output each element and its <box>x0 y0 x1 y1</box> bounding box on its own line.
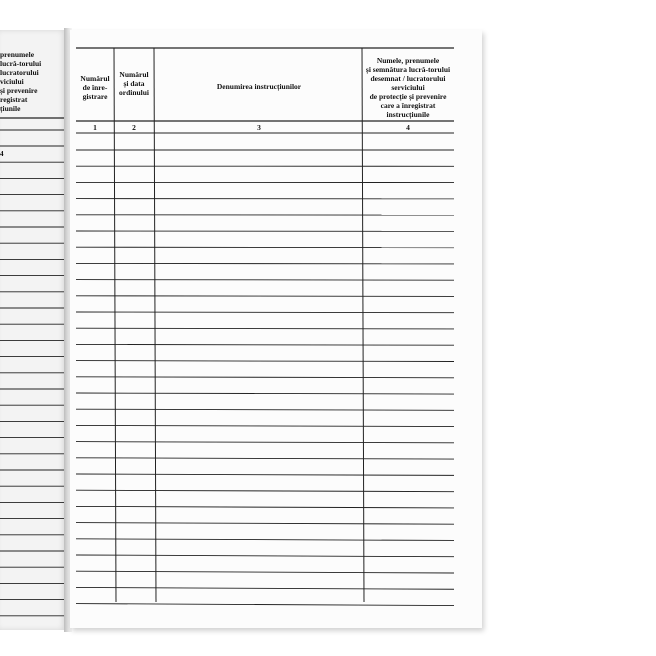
table-row-rule <box>76 604 454 606</box>
table-row-rule <box>76 361 454 362</box>
left-header-line: și prevenire <box>0 86 38 95</box>
table-row-rule <box>76 312 454 313</box>
header-line: și data <box>123 79 145 88</box>
table-row-rule <box>76 539 454 541</box>
table-row-rule <box>76 474 454 475</box>
left-header-line: țiunile <box>0 104 21 113</box>
table-row-rule <box>76 425 454 426</box>
table-row-rule <box>76 571 454 573</box>
table-grid <box>70 30 482 628</box>
header-line: instrucțiunile <box>386 110 430 119</box>
table-row-rule <box>76 280 454 281</box>
header-line: de înre- <box>82 83 108 92</box>
header-instructions-name <box>156 82 362 91</box>
table-row-rule <box>76 393 454 394</box>
table-row-rule <box>76 296 454 297</box>
table-row-rule <box>76 458 454 459</box>
header-line: care a înregistrat <box>380 101 436 110</box>
table-row-rule <box>76 555 454 557</box>
table-row-rule <box>76 328 454 329</box>
header-line: ordinului <box>118 88 149 97</box>
table-row-rule <box>76 344 454 345</box>
header-line: gistrare <box>82 92 108 101</box>
table-row-rule <box>76 377 454 378</box>
column-number-3: 3 <box>257 123 261 132</box>
left-header-line: registrat <box>0 95 28 104</box>
header-line: serviciului <box>391 83 425 92</box>
header-line: Numărul <box>80 74 110 83</box>
left-column-number: 4 <box>0 150 4 158</box>
left-header-line: prenumele <box>0 50 35 59</box>
header-registration-number <box>76 74 114 101</box>
column-number-1: 1 <box>93 123 97 132</box>
right-page <box>70 30 482 628</box>
column-number-2: 2 <box>132 123 136 132</box>
header-order-number-date <box>114 70 154 97</box>
table-row-rule <box>76 587 454 589</box>
header-line: desemnat / lucratorului <box>370 74 446 83</box>
left-header-line: lucră-torului <box>0 59 42 68</box>
table-row-rule <box>76 506 454 508</box>
header-line: Numele, prenumele <box>376 56 440 65</box>
column-number-4: 4 <box>406 123 410 132</box>
header-line: de protecție și prevenire <box>369 92 447 101</box>
table-row-rule <box>76 490 454 491</box>
header-signature <box>364 56 452 119</box>
table-row-rule <box>76 409 454 410</box>
left-header-line: lucratorului <box>0 68 39 77</box>
header-line: și semnătura lucră-torului <box>365 65 451 74</box>
header-line: Numărul <box>119 70 149 79</box>
table-row-rule <box>76 442 454 443</box>
left-page <box>0 30 66 630</box>
left-page-rules <box>0 30 66 630</box>
table-row-rule <box>76 523 454 525</box>
header-line: Denumirea instrucțiunilor <box>216 82 302 91</box>
left-header-line: viciului <box>0 77 24 86</box>
